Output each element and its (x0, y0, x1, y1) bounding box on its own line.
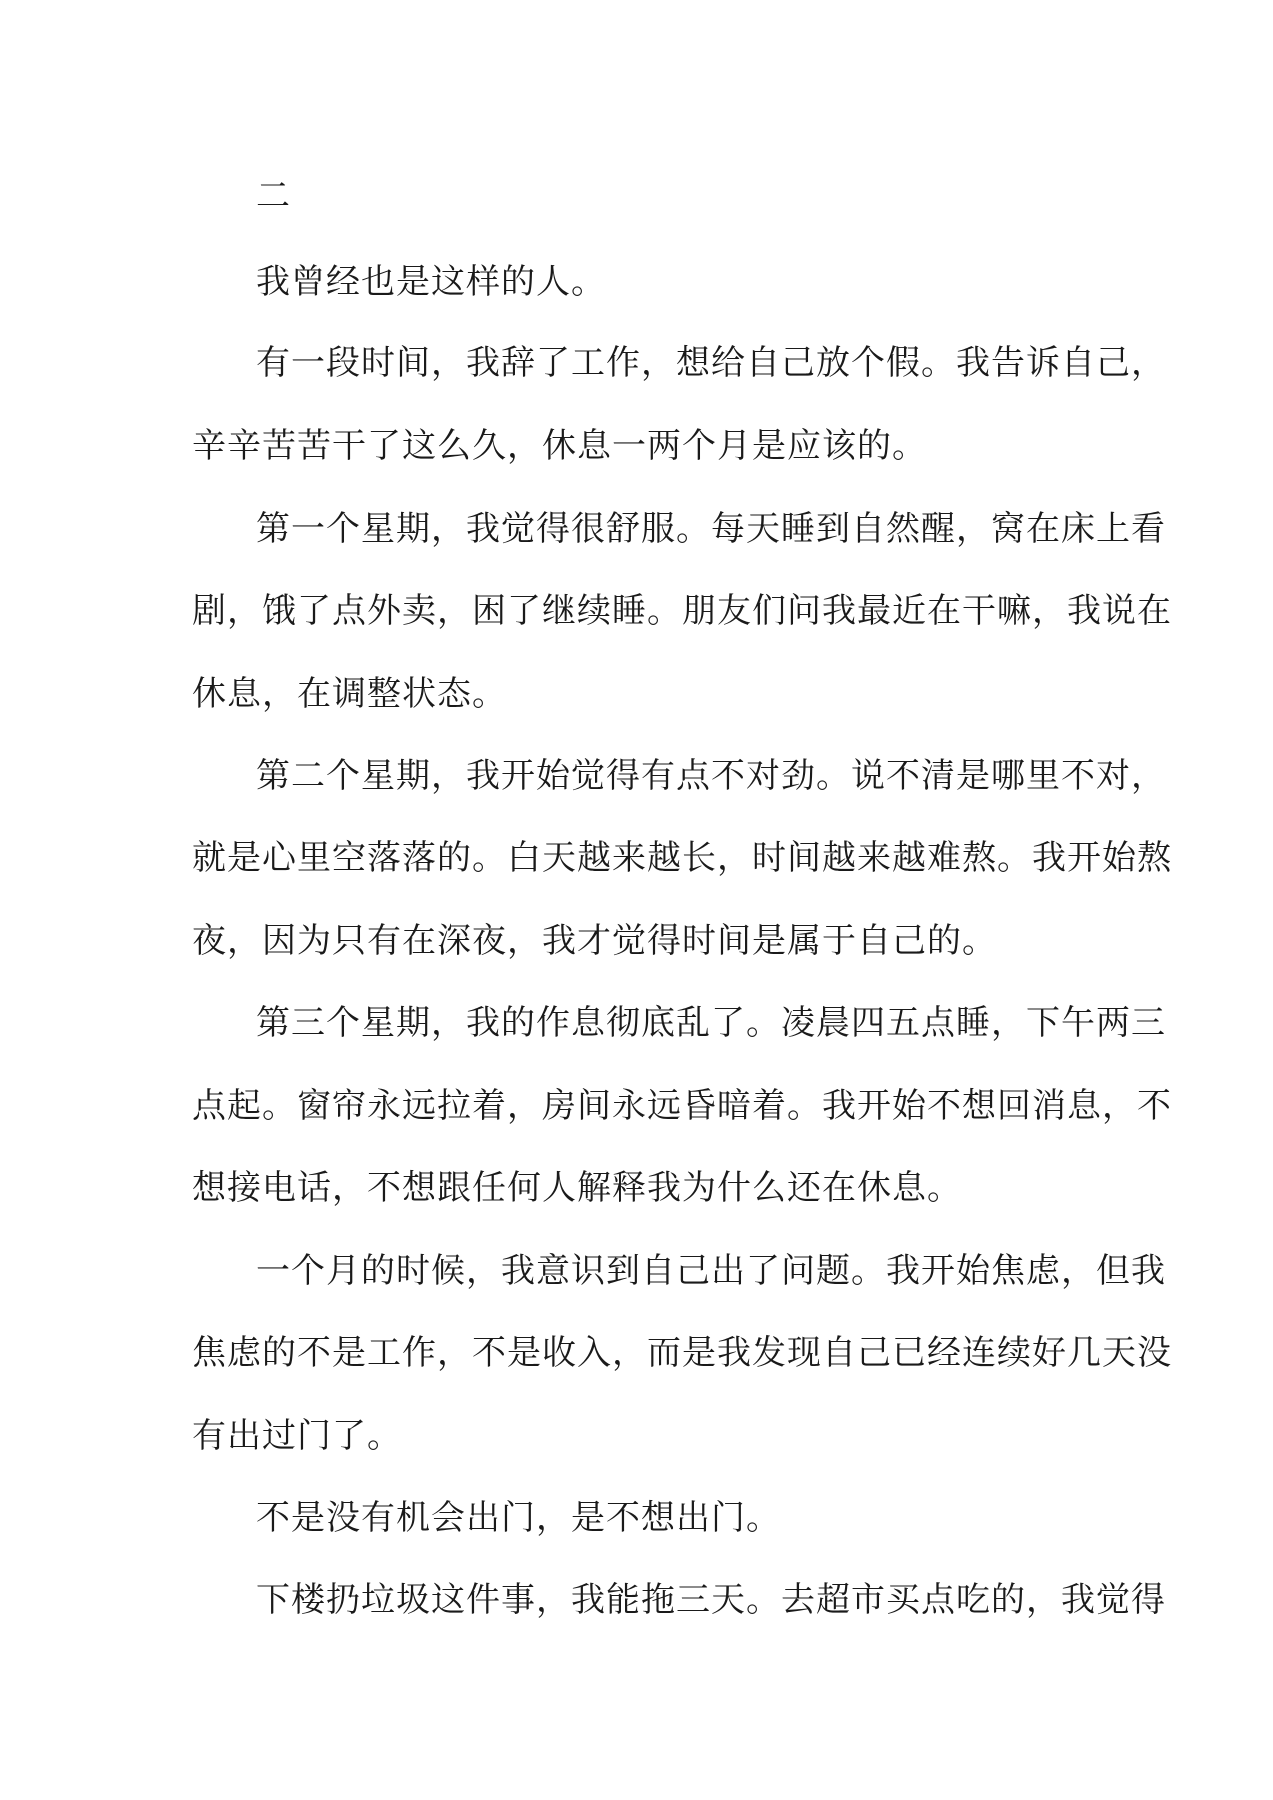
paragraph-line: 第三个星期，我的作息彻底乱了。凌晨四五点睡，下午两三 (256, 1003, 1166, 1043)
paragraph-line: 第一个星期，我觉得很舒服。每天睡到自然醒，窝在床上看 (256, 509, 1166, 549)
paragraph-line: 我曾经也是这样的人。 (256, 262, 606, 302)
paragraph-line: 想接电话，不想跟任何人解释我为什么还在休息。 (192, 1168, 962, 1208)
paragraph-line: 焦虑的不是工作，不是收入，而是我发现自己已经连续好几天没 (192, 1333, 1172, 1373)
paragraph-line: 夜，因为只有在深夜，我才觉得时间是属于自己的。 (192, 921, 997, 961)
section-heading: 二 (256, 176, 291, 216)
paragraph-line: 有出过门了。 (192, 1416, 402, 1456)
paragraph-line: 一个月的时候，我意识到自己出了问题。我开始焦虑，但我 (256, 1251, 1166, 1291)
paragraph-line: 点起。窗帘永远拉着，房间永远昏暗着。我开始不想回消息，不 (192, 1086, 1172, 1126)
paragraph-line: 有一段时间，我辞了工作，想给自己放个假。我告诉自己， (256, 343, 1166, 383)
paragraph-line: 辛辛苦苦干了这么久，休息一两个月是应该的。 (192, 426, 927, 466)
paragraph-line: 不是没有机会出门，是不想出门。 (256, 1498, 781, 1538)
paragraph-line: 休息，在调整状态。 (192, 674, 507, 714)
paragraph-line: 第二个星期，我开始觉得有点不对劲。说不清是哪里不对， (256, 756, 1166, 796)
paragraph-line: 剧，饿了点外卖，困了继续睡。朋友们问我最近在干嘛，我说在 (192, 591, 1172, 631)
paragraph-line: 就是心里空落落的。白天越来越长，时间越来越难熬。我开始熬 (192, 838, 1172, 878)
paragraph-line: 下楼扔垃圾这件事，我能拖三天。去超市买点吃的，我觉得 (256, 1580, 1166, 1620)
